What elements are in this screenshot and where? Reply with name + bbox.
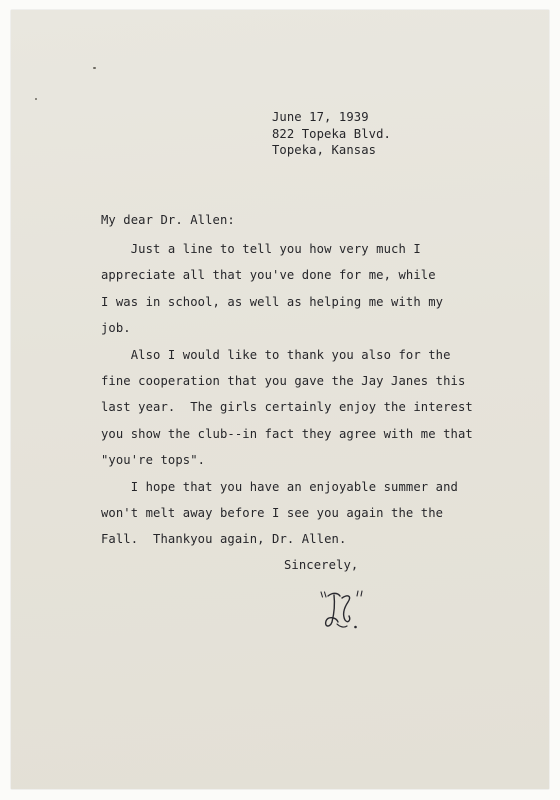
paper-speck <box>35 98 37 100</box>
body-line: "you're tops". <box>101 453 206 468</box>
body-line: won't melt away before I see you again the the <box>101 506 444 521</box>
sender-street: 822 Topeka Blvd. <box>272 126 391 141</box>
letter-heading <box>272 109 391 159</box>
body-line: appreciate all that you've done for me, while <box>101 268 436 283</box>
letter-body <box>101 236 473 553</box>
body-line: I hope that you have an enjoyable summer and <box>101 479 458 494</box>
body-line: fine cooperation that you gave the Jay Janes this <box>101 374 466 389</box>
letter-date: June 17, 1939 <box>272 110 369 124</box>
body-line: job. <box>101 321 131 336</box>
body-line: Just a line to tell you how very much I <box>101 242 421 256</box>
paper-speck <box>93 67 96 69</box>
handwritten-signature <box>318 584 370 636</box>
body-line: I was in school, as well as helping me with my <box>101 294 444 309</box>
body-line: Fall. Thankyou again, Dr. Allen. <box>101 532 347 547</box>
sender-city: Topeka, Kansas <box>272 143 377 157</box>
salutation: My dear Dr. Allen: <box>101 213 235 227</box>
body-line: you show the club--in fact they agree with me that <box>101 426 473 441</box>
body-line: Also I would like to thank you also for the <box>101 347 451 362</box>
closing: Sincerely, <box>284 558 359 572</box>
body-line: last year. The girls certainly enjoy the interest <box>101 400 473 415</box>
